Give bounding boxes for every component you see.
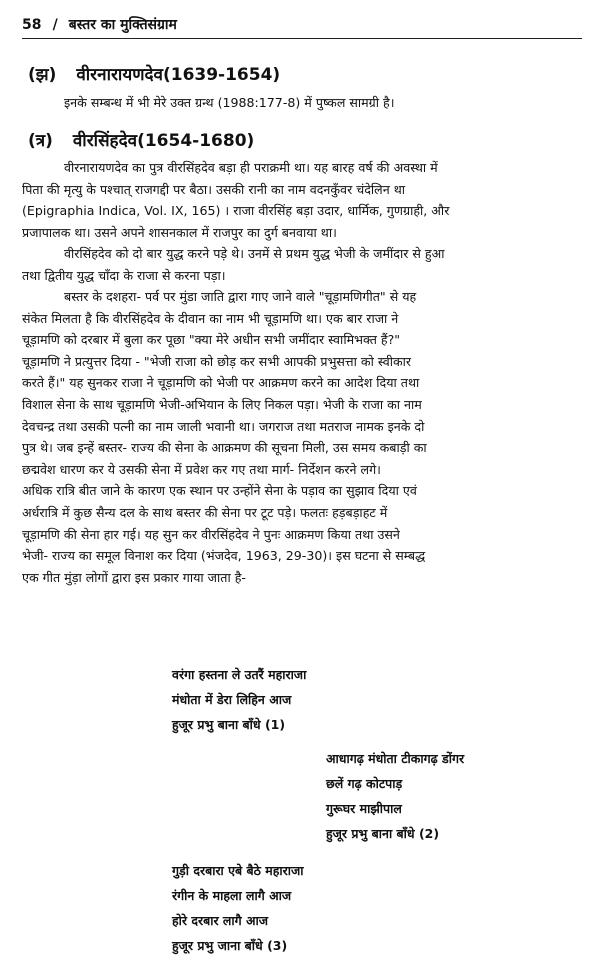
- song-line: वरंगा हस्तना ले उतरैं महाराजा: [172, 667, 307, 682]
- paragraph: [64, 92, 586, 114]
- text-line: भेजी- राज्य का समूल विनाश कर दिया (भंजदेव, 1963, 29-30)। इस घटना से सम्बद्ध: [22, 548, 426, 564]
- section-name: वीरनारायणदेव: [76, 65, 163, 85]
- song-line: आधागढ़ मंधोता टीकागढ़ डोंगर: [326, 751, 465, 766]
- song-line: होरे दरबार लागै आज: [172, 913, 269, 928]
- text-line: विशाल सेना के साथ चूड़ामणि भेजी-अभियान के लिए निकल पड़ा। भेजी के राजा का नाम: [22, 396, 422, 412]
- paragraph: [22, 286, 586, 588]
- text-line: करते हैं।" यह सुनकर राजा ने चूड़ामणि को भेजी पर आक्रमण करने का आदेश दिया तथा: [22, 375, 420, 391]
- text-line: वीरसिंहदेव को दो बार युद्ध करने पड़े थे। उनमें से प्रथम युद्ध भेजी के जमींदार से हुआ: [64, 246, 445, 261]
- text-line: वीरनारायणदेव का पुत्र वीरसिंहदेव बड़ा ही पराक्रमी था। यह बारह वर्ष की अवस्था में: [64, 160, 438, 175]
- text-line: एक गीत मुंड़ा लोगों द्वारा इस प्रकार गाया जाता है-: [22, 569, 246, 585]
- text-line: चूड़ामणि को दरबार में बुला कर पूछा "क्या मेरे अधीन सभी जमींदार स्वामिभक्त हैं?": [22, 332, 401, 348]
- text-line: संकेत मिलता है कि वीरसिंहदेव के दीवान का नाम भी चूड़ामणि था। एक बार राजा ने: [22, 310, 399, 326]
- text-line: तथा द्वितीय युद्ध चाँदा के राजा से करना पड़ा।: [22, 267, 226, 283]
- header-separator: /: [52, 17, 58, 33]
- text-line: बस्तर के दशहरा- पर्व पर मुंडा जाति द्वारा गाए जाने वाले "चूड़ामणिगीत" से यह: [64, 289, 417, 304]
- section-marker: (झ): [28, 65, 57, 85]
- paragraph: [22, 243, 586, 286]
- text-line: छद्मवेश धारण कर ये उसकी सेना में प्रवेश कर गए तथा मार्ग- निर्देशन करने लगे।: [22, 461, 381, 477]
- song-stanza-3: [172, 858, 304, 958]
- text-line: अर्धरात्रि में कुछ सैन्य दल के साथ बस्तर की सेना पर टूट पड़े। फलतः हड़बड़ाहट में: [22, 504, 388, 520]
- paragraph: [22, 157, 586, 243]
- song-line: हुजूर प्रभु बाना बाँधे (2): [326, 826, 440, 841]
- text-line: पुत्र थे। जब इन्हें बस्तर- राज्य की सेना के आक्रमण की सूचना मिली, उस समय कबाड़ी का: [22, 440, 427, 456]
- page-number: 58: [22, 17, 42, 33]
- section-marker: (त्र): [28, 131, 53, 151]
- running-title: बस्तर का मुक्तिसंग्राम: [68, 17, 177, 33]
- song-line: हुजूर प्रभु जाना बाँधे (3): [172, 938, 288, 953]
- text-line: प्रजापालक था। उसने अपने शासनकाल में राजपुर का दुर्ग बनवाया था।: [22, 224, 337, 240]
- text-line: चूड़ामणि की सेना हार गई। यह सुन कर वीरसिंहदेव ने पुनः आक्रमण किया तथा उसने: [22, 526, 400, 542]
- song-line: रंगीन के माहला लागै आज: [172, 888, 292, 903]
- section-heading-1: [28, 62, 280, 85]
- song-line: मंधोता में डेरा लिहिन आज: [172, 692, 292, 707]
- text-line: अधिक रात्रि बीत जाने के कारण एक स्थान पर उन्होंने सेना के पड़ाव का सुझाव दिया एवं: [22, 483, 417, 499]
- song-line: गुरूघर माझीपाल: [326, 801, 402, 816]
- section-years: (1639-1654): [162, 65, 281, 85]
- section-heading-2: [28, 128, 254, 151]
- text-line: इनके सम्बन्ध में भी मेरे उक्त ग्रन्थ (1988:177-8) में पुष्कल सामग्री है।: [64, 95, 395, 110]
- running-header: [22, 14, 582, 39]
- text-line: (Epigraphia Indica, Vol. IX, 165) । राजा वीरसिंह बड़ा उदार, धार्मिक, गुणग्राही, और: [22, 203, 450, 219]
- section-years: (1654-1680): [137, 131, 255, 151]
- song-stanza-1: [172, 662, 306, 737]
- song-line: छलें गढ़ कोटपाड़: [326, 776, 403, 791]
- song-line: हुजूर प्रभु बाना बाँधे (1): [172, 717, 286, 732]
- song-line: गुड़ी दरबारा एबे बैठे महाराजा: [172, 863, 304, 878]
- text-line: चूड़ामणि ने प्रत्युत्तर दिया - "भेजी राजा को छोड़ कर सभी आपकी प्रभुसत्ता को स्वीकार: [22, 353, 412, 369]
- text-line: पिता की मृत्यु के पश्चात् राजगद्दी पर बैठा। उसकी रानी का नाम वदनकुँवर चंदेलिन था: [22, 181, 406, 197]
- text-line: देवचन्द्र तथा उसकी पत्नी का नाम जाली भवानी था। जगराज तथा मतराज नामक इनके दो: [22, 418, 425, 434]
- section-name: वीरसिंहदेव: [72, 131, 138, 151]
- song-stanza-2: [326, 746, 464, 846]
